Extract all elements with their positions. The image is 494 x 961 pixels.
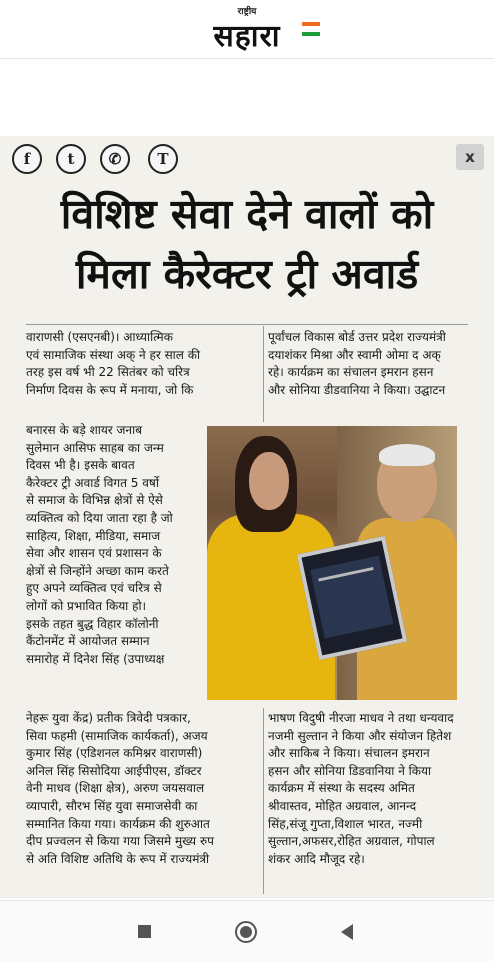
article-line: कैरेक्टर ट्री अवार्ड विगत 5 वर्षो [26,475,159,490]
article-line: सिवा फहमी (सामाजिक कार्यकर्ता), अजय [26,728,208,743]
article-line: हुए अपने व्यक्तित्व एवं चरित्र से [26,581,162,596]
article-line: पूर्वांचल विकास बोर्ड उत्तर प्रदेश राज्यमंत्री [268,330,446,344]
app-header [0,0,494,59]
article-line: नेहरू युवा केंद्र) प्रतीक त्रिवेदी पत्रकार, [26,711,191,725]
twitter-icon[interactable]: t [56,144,86,174]
logo-subtitle: राष्ट्रीय [237,7,257,17]
article-line: इसके तहत बुद्ध विहार कॉलोनी [26,616,159,631]
system-nav-bar [0,900,494,961]
close-button[interactable]: x [456,144,484,170]
article-line: हसन और सोनिया डिडवानिया ने किया [268,763,432,778]
home-icon[interactable] [235,921,257,943]
woman-face [249,452,289,510]
news-clipping [0,136,494,898]
article-left-bottom [26,710,258,868]
article-line: दयाशंकर मिश्रा और स्वामी ओमा द अक् [268,347,441,362]
whatsapp-icon[interactable]: ✆ [100,144,130,174]
article-line: बनारस के बड़े शायर जनाब [26,423,143,437]
flag-stripe-white [302,27,320,31]
article-line: तरह इस वर्ष भी 22 सितंबर को चरित्र [26,365,190,380]
article-line: व्यक्तित्व को दिया जाता रहा है जो [26,510,173,525]
article-line: निर्माण दिवस के रूप में मनाया, जो कि [26,382,194,397]
plaque-panel [310,556,393,639]
headline-line-2: मिला कैरेक्टर ट्री अवार्ड [75,250,419,298]
flag-stripe-saffron [302,22,320,26]
recent-apps-icon[interactable] [138,925,151,938]
article-line: साहित्य, शिक्षा, मीडिया, समाज [26,528,161,543]
article-line: दीप प्रज्वलन से किया गया जिसमे मुख्य रुप [26,834,214,849]
article-line: वेनी माधव (शिक्षा क्षेत्र), अरुण जयसवाल [26,781,205,796]
article-line: कार्यक्रम में संस्था के सदस्य अमित [268,781,415,796]
article-line: और सोनिया डीडवानिया ने किया। उद्घाटन [268,382,446,397]
article-line: दिवस भी है। इसके बावत [26,458,135,473]
column-divider-bottom [263,708,264,894]
article-line: कुमार सिंह (एडिशनल कमिश्नर वाराणसी) [26,746,203,761]
article-line: से समाज के विभिन्न क्षेत्रों से ऐसे [26,493,163,508]
tumblr-icon[interactable]: T [148,144,178,174]
article-line: व्यापारी, सौरभ सिंह युवा समाजसेवी का [26,798,198,813]
article-line: एवं सामाजिक संस्था अक् ने हर साल की [26,347,201,362]
article-line: क्षेत्रों से जिन्होंने अच्छा काम करते [26,563,169,578]
article-line: श्रीवास्तव, मोहित अग्रवाल, आनन्द [268,798,417,813]
article-left-wrap [26,422,204,668]
logo-title: सहारा [213,19,281,54]
article-line: सम्मानित किया गया। कार्यक्रम की शुरुआत [26,816,210,831]
article-line: अनिल सिंह सिसोदिया आईपीएस, डॉक्टर [26,763,202,778]
top-rule [26,324,468,325]
blank-area [0,59,494,135]
man-hair [379,444,435,466]
award-photo [207,426,457,700]
article-line: सुल्तान,अफसर,रोहित अग्रवाल, गोपाल [268,834,435,849]
article-line: सेवा और शासन एवं प्रशासन के [26,546,162,561]
article-line: रहे। कार्यक्रम का संचालन इमरान हसन [268,365,434,380]
article-line: वाराणसी (एसएनबी)। आध्यात्मिक [26,330,173,344]
article-line: सिंह,संजू गुप्ता,विशाल भारत, नज्मी [268,816,423,831]
facebook-icon[interactable]: f [12,144,42,174]
article-line: लोगों को प्रभावित किया हो। [26,598,147,613]
article-line: समारोह में दिनेश सिंह (उपाध्यक्ष [26,651,165,666]
article-line: से अति विशिष्ट अतिथि के रूप में राज्यमंत्री [26,851,210,866]
article-line: शंकर आदि मौजूद रहे। [268,851,365,866]
article-line: और साकिब ने किया। संचालन इमरान [268,746,430,761]
flag-icon [302,22,320,36]
article-left-top [26,329,258,399]
article-line: कैंटोनमेंट में आयोजत सम्मान [26,634,150,649]
article-line: नजमी सुल्तान ने किया और संयोजन हितेश [268,728,452,743]
flag-stripe-green [302,32,320,36]
article-line: भाषण विदुषी नीरजा माधव ने तथा धन्यवाद [268,711,454,725]
back-icon[interactable] [341,924,353,940]
headline-line-1: विशिष्ट सेवा देने वालों को [60,190,434,238]
article-right-bottom [268,710,468,868]
article-right-top [268,329,468,399]
home-icon-dot [240,926,252,938]
article-line: सुलेमान आसिफ साहब का जन्म [26,440,164,455]
column-divider-top [263,326,264,422]
